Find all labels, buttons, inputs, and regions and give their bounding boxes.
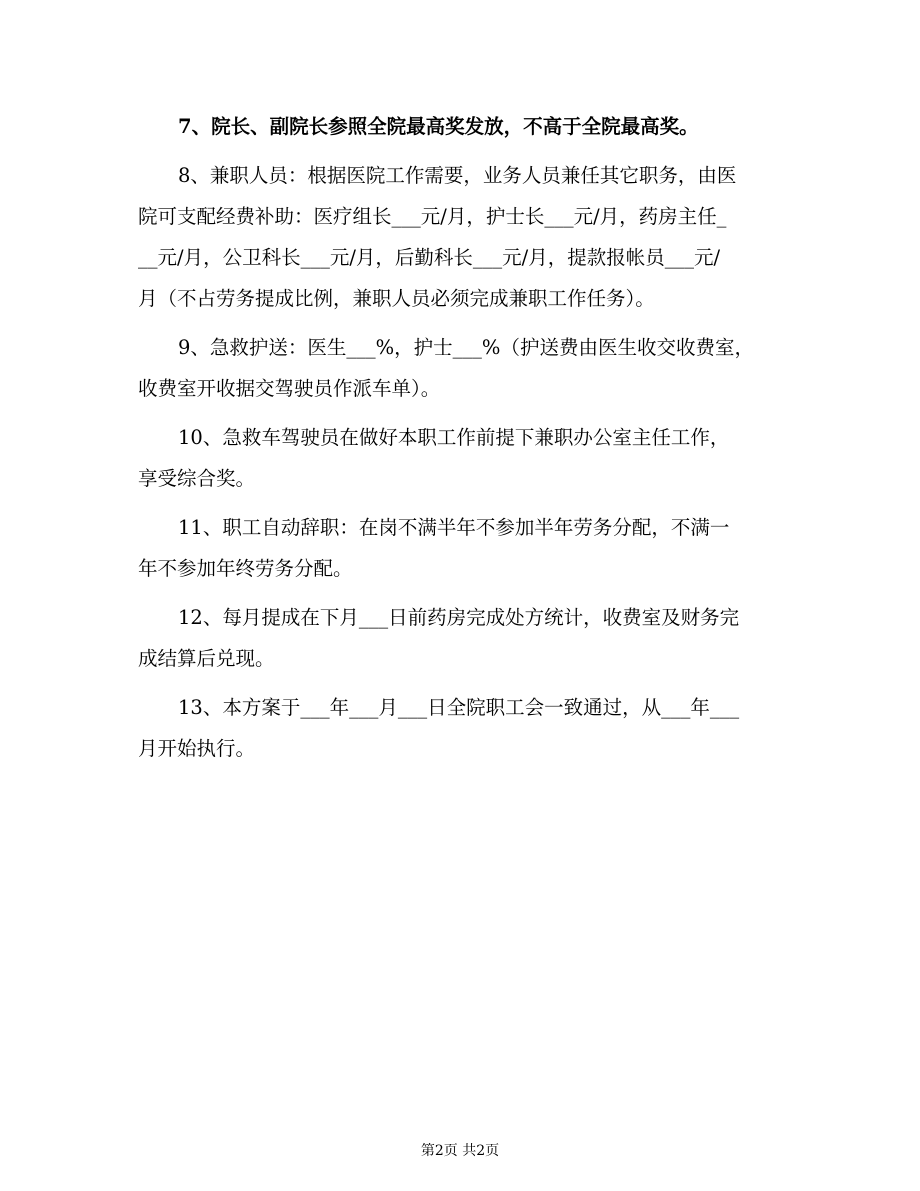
paragraph-line: __元/月，公卫科长___元/月，后勤科长___元/月，提款报帐员___元/ <box>138 246 721 269</box>
paragraph-line: 月（不占劳务提成比例，兼职人员必须完成兼职工作任务）。 <box>138 287 655 310</box>
paragraph-9 <box>138 327 788 409</box>
paragraph-line: 7、院长、副院长参照全院最高奖发放，不高于全院最高奖。 <box>178 115 699 138</box>
paragraph-13 <box>138 687 788 769</box>
paragraph-line: 12、每月提成在下月___日前药房完成处方统计，收费室及财务完 <box>178 606 740 629</box>
paragraph-12 <box>138 597 788 679</box>
paragraph-line: 8、兼职人员：根据医院工作需要，业务人员兼任其它职务，由医 <box>178 164 737 187</box>
paragraph-11 <box>138 507 788 589</box>
paragraph-7 <box>138 106 788 147</box>
paragraph-8 <box>138 155 788 319</box>
paragraph-line: 月开始执行。 <box>138 737 256 760</box>
paragraph-10 <box>138 417 788 499</box>
paragraph-line: 成结算后兑现。 <box>138 647 275 670</box>
paragraph-line: 13、本方案于___年___月___日全院职工会一致通过，从___年___ <box>178 696 740 719</box>
paragraph-line: 9、急救护送：医生___%，护士___%（护送费由医生收交收费室， <box>178 336 754 359</box>
paragraph-line: 收费室开收据交驾驶员作派车单）。 <box>138 377 441 400</box>
document-body <box>138 106 788 777</box>
paragraph-line: 院可支配经费补助：医疗组长___元/月，护士长___元/月，药房主任_ <box>138 205 727 228</box>
paragraph-line: 10、急救车驾驶员在做好本职工作前提下兼职办公室主任工作， <box>178 426 730 449</box>
page-number-footer: 第2页 共2页 <box>420 1143 500 1159</box>
paragraph-line: 年不参加年终劳务分配。 <box>138 557 353 580</box>
paragraph-line: 享受综合奖。 <box>138 467 256 490</box>
paragraph-line: 11、职工自动辞职：在岗不满半年不参加半年劳务分配，不满一 <box>178 516 730 539</box>
